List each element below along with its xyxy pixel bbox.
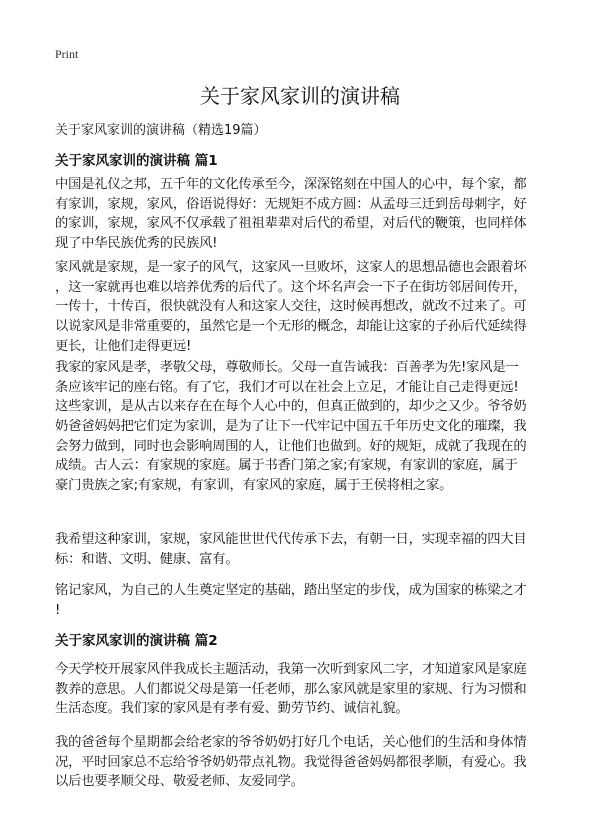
paragraph (55, 530, 535, 569)
paragraph (55, 358, 535, 496)
paragraph-line: ，这一家就再也难以培养优秀的后代了。这个坏名声会一下子在街坊邻居间传开， (55, 279, 527, 295)
paragraph-line: ! (55, 602, 61, 618)
section-heading: 关于家风家训的演讲稿 篇1 (55, 153, 218, 169)
paragraph-line: 的家训，家规，家风不仅承载了祖祖辈辈对后代的希望，对后代的鞭策，也同样体 (55, 216, 527, 232)
print-link[interactable]: Print (55, 47, 79, 61)
paragraph (55, 581, 535, 620)
paragraph-line: 家风就是家规，是一家子的风气，这家风一旦败坏，这家人的思想品德也会跟着坏 (55, 260, 527, 275)
paragraph-line: 我的爸爸每个星期都会给老家的爷爷奶奶打好几个电话，关心他们的生活和身体情 (55, 735, 527, 750)
paragraph-line: 一传十，十传百，很快就没有人和这家人交往，这时候再想改，就改不过来了。可 (55, 299, 527, 315)
page-title: 关于家风家训的演讲稿 (200, 84, 400, 108)
paragraph-line: 这些家训，是从古以来存在在每个人心中的，但真正做到的，却少之又少。爷爷奶 (55, 399, 527, 415)
paragraph-line: 今天学校开展家风伴我成长主题活动，我第一次听到家风二字，才知道家风是家庭 (55, 662, 527, 677)
paragraph-line: 况，平时回家总不忘给爷爷奶奶带点礼物。我觉得爸爸妈妈都很孝顺，有爱心。我 (55, 754, 527, 770)
section-heading: 关于家风家训的演讲稿 篇2 (55, 633, 218, 649)
paragraph-line: 条应该牢记的座右铭。有了它，我们才可以在社会上立足，才能让自己走得更远! (55, 379, 519, 395)
paragraph (55, 733, 535, 792)
paragraph-line: 以后也要孝顺父母、敬爱老师、友爱同学。 (55, 774, 304, 790)
paragraph-line: 标：和谐、文明、健康、富有。 (55, 551, 239, 567)
paragraph-line: 教养的意思。人们都说父母是第一任老师，那么家风就是家里的家规、行为习惯和 (55, 681, 527, 697)
paragraph-line: 更长，让他们走得更远! (55, 338, 192, 354)
paragraph-line: 生活态度。我们家的家风是有孝有爱、勤劳节约、诚信礼貌。 (55, 701, 409, 717)
paragraph-line: 我家的家风是孝，孝敬父母，尊敬师长。父母一直告诫我：百善孝为先!家风是一 (55, 360, 519, 375)
paragraph (55, 175, 535, 254)
paragraph-line: 现了中华民族优秀的民族风! (55, 236, 218, 252)
paragraph-line: 奶爸爸妈妈把它们定为家训，是为了让下一代牢记中国五千年历史文化的璀璨，我 (55, 419, 527, 435)
paragraph (55, 660, 535, 719)
paragraph-line: 成绩。古人云：有家规的家庭。属于书香门第之家;有家规，有家训的家庭，属于 (55, 458, 518, 474)
paragraph-line: 以说家风是非常重要的，虽然它是一个无形的概念，却能让这家的子孙后代延续得 (55, 319, 527, 335)
paragraph (55, 258, 535, 356)
paragraph-line: 有家训，家规，家风，俗语说得好：无规矩不成方圆：从孟母三迁到岳母刺字，好 (55, 196, 527, 212)
paragraph-line: 中国是礼仪之邦，五千年的文化传承至今，深深铭刻在中国人的心中，每个家，都 (55, 177, 527, 192)
paragraph-line: 豪门贵族之家;有家规，有家训，有家风的家庭，属于王侯将相之家。 (55, 478, 453, 494)
paragraph-line: 会努力做到，同时也会影响周围的人，让他们也做到。好的规矩，成就了我现在的 (55, 438, 527, 454)
paragraph-line: 铭记家风，为自己的人生奠定坚定的基础，踏出坚定的步伐，成为国家的栋梁之才 (55, 583, 527, 598)
paragraph-line: 我希望这种家训，家规，家风能世世代代传承下去，有朝一日，实现幸福的四大目 (55, 532, 527, 547)
document-subtitle: 关于家风家训的演讲稿（精选19篇） (55, 123, 267, 138)
